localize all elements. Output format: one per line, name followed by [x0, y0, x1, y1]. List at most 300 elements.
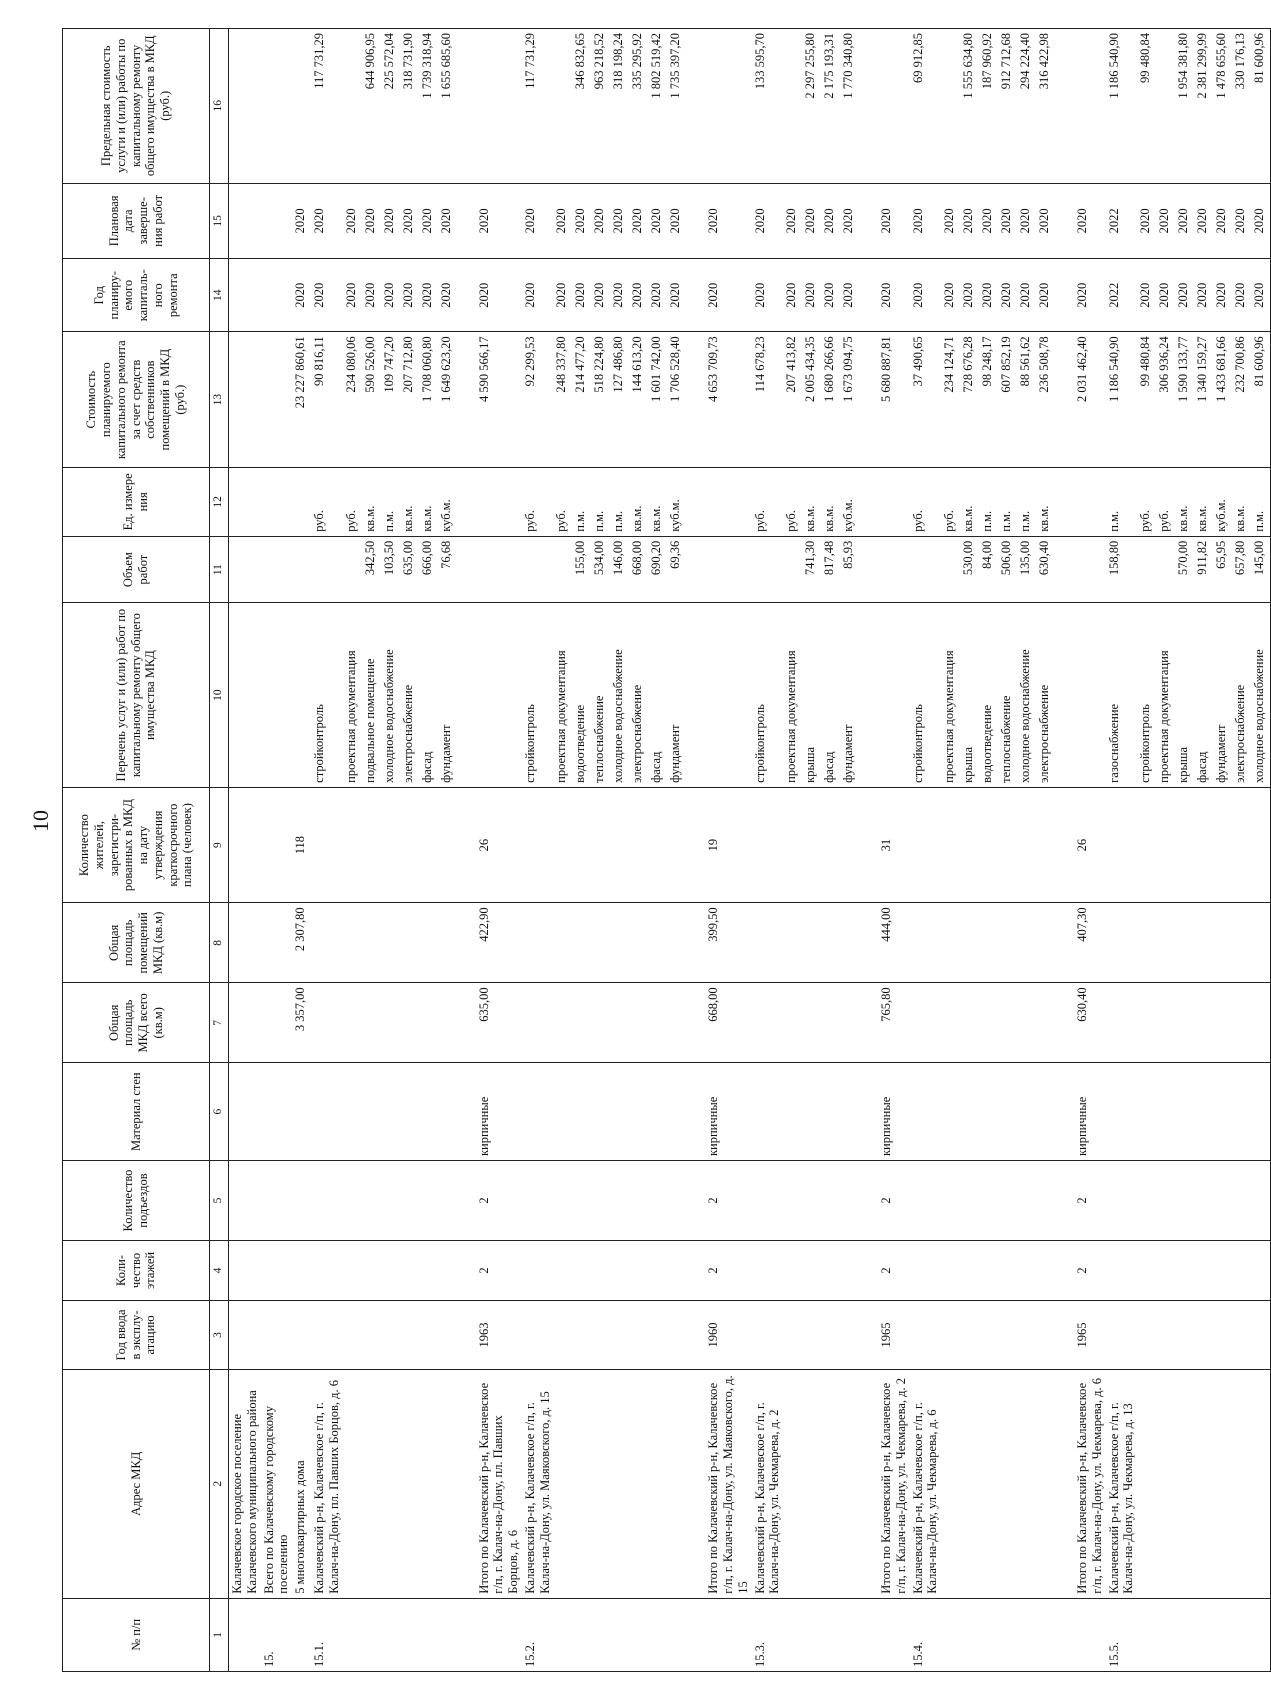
- cell-col-1: [629, 1598, 648, 1671]
- cell-col-5: [840, 1161, 859, 1241]
- cell-col-12: кв.м.: [629, 467, 648, 536]
- table-row: [229, 29, 261, 1672]
- cell-col-9: [610, 787, 629, 903]
- cell-col-1: [553, 1598, 572, 1671]
- cell-col-5: [629, 1161, 648, 1241]
- cell-col-3: [686, 1301, 705, 1370]
- cell-col-4: [1036, 1241, 1055, 1301]
- cell-col-9: [1137, 787, 1156, 903]
- cell-col-1: [821, 1598, 840, 1671]
- cell-col-4: [438, 1241, 457, 1301]
- cell-col-11: 635,00: [400, 536, 419, 603]
- cell-col-9: [979, 787, 998, 903]
- cell-col-8: [1017, 903, 1036, 983]
- cell-col-14: 2022: [1106, 259, 1138, 332]
- cell-col-2: [802, 1369, 821, 1598]
- cell-col-4: [292, 1241, 311, 1301]
- cell-col-1: [229, 1598, 261, 1671]
- cell-col-14: 2020: [878, 259, 910, 332]
- table-row: [261, 29, 293, 1672]
- cell-col-13: 1 680 266,66: [821, 332, 840, 468]
- cell-col-3: [1055, 1301, 1074, 1370]
- cell-col-5: [998, 1161, 1017, 1241]
- cell-col-7: [1194, 983, 1213, 1063]
- cell-col-2: [1194, 1369, 1213, 1598]
- cell-col-14: [457, 259, 476, 332]
- cell-col-12: руб.: [522, 467, 554, 536]
- cell-col-12: [686, 467, 705, 536]
- cell-col-1: 15.: [261, 1598, 293, 1671]
- cell-col-5: [648, 1161, 667, 1241]
- cell-col-7: [1137, 983, 1156, 1063]
- cell-col-9: [1194, 787, 1213, 903]
- cell-col-8: [802, 903, 821, 983]
- cell-col-4: [1055, 1241, 1074, 1301]
- table-row: [572, 29, 591, 1672]
- cell-col-1: [783, 1598, 802, 1671]
- cell-col-9: [311, 787, 343, 903]
- cell-col-16: 117 731,29: [522, 29, 554, 184]
- cell-col-13: 37 490,65: [910, 332, 942, 468]
- cell-col-3: [821, 1301, 840, 1370]
- cell-col-6: [821, 1063, 840, 1161]
- cell-col-13: 234 124,71: [941, 332, 960, 468]
- cell-col-11: 103,50: [381, 536, 400, 603]
- cell-col-9: 19: [705, 787, 751, 903]
- cell-col-12: руб.: [783, 467, 802, 536]
- table-row: [522, 29, 554, 1672]
- cell-col-11: [783, 536, 802, 603]
- table-row: [438, 29, 457, 1672]
- cell-col-3: [960, 1301, 979, 1370]
- cell-col-13: 1 708 060,80: [419, 332, 438, 468]
- cell-col-9: [591, 787, 610, 903]
- column-number-5: 5: [210, 1161, 229, 1241]
- cell-col-11: [229, 536, 261, 603]
- table-row: [686, 29, 705, 1672]
- cell-col-4: [591, 1241, 610, 1301]
- cell-col-3: [438, 1301, 457, 1370]
- cell-col-8: [686, 903, 705, 983]
- cell-col-15: [457, 183, 476, 259]
- cell-col-10: стройконтроль: [752, 603, 784, 787]
- cell-col-13: [1055, 332, 1074, 468]
- cell-col-4: [941, 1241, 960, 1301]
- cell-col-8: [400, 903, 419, 983]
- cell-col-3: [261, 1301, 293, 1370]
- cell-col-1: [1017, 1598, 1036, 1671]
- cell-col-13: 81 600,96: [1251, 332, 1271, 468]
- cell-col-14: 2020: [1156, 259, 1175, 332]
- table-row: [941, 29, 960, 1672]
- cell-col-2: [1175, 1369, 1194, 1598]
- cell-col-8: [522, 903, 554, 983]
- cell-col-16: [783, 29, 802, 184]
- table-row: [591, 29, 610, 1672]
- cell-col-16: [229, 29, 261, 184]
- column-header-12: Ед. измере ния: [63, 467, 210, 536]
- cell-col-10: [878, 603, 910, 787]
- table-row: [419, 29, 438, 1672]
- cell-col-9: 26: [476, 787, 522, 903]
- cell-col-16: 1 655 685,60: [438, 29, 457, 184]
- cell-col-9: [457, 787, 476, 903]
- cell-col-1: [1232, 1598, 1251, 1671]
- cell-col-2: [960, 1369, 979, 1598]
- cell-col-3: [572, 1301, 591, 1370]
- cell-col-6: [591, 1063, 610, 1161]
- cell-col-9: 118: [292, 787, 311, 903]
- cell-col-7: [522, 983, 554, 1063]
- cell-col-8: [419, 903, 438, 983]
- cell-col-5: [610, 1161, 629, 1241]
- cell-col-6: [522, 1063, 554, 1161]
- cell-col-15: 2020: [400, 183, 419, 259]
- cell-col-3: [1036, 1301, 1055, 1370]
- cell-col-15: 2020: [591, 183, 610, 259]
- cell-col-14: 2020: [591, 259, 610, 332]
- cell-col-6: [1175, 1063, 1194, 1161]
- column-number-16: 16: [210, 29, 229, 184]
- cell-col-5: [438, 1161, 457, 1241]
- cell-col-11: [1074, 536, 1106, 603]
- cell-col-10: холодное водоснабжение: [1251, 603, 1271, 787]
- cell-col-4: [1017, 1241, 1036, 1301]
- cell-col-16: [705, 29, 751, 184]
- cell-col-6: [859, 1063, 878, 1161]
- cell-col-11: [859, 536, 878, 603]
- cell-col-3: [667, 1301, 686, 1370]
- cell-col-11: 84,00: [979, 536, 998, 603]
- cell-col-5: [1055, 1161, 1074, 1241]
- cell-col-8: [553, 903, 572, 983]
- cell-col-1: [648, 1598, 667, 1671]
- cell-col-5: [553, 1161, 572, 1241]
- cell-col-10: стройконтроль: [522, 603, 554, 787]
- table-row: [783, 29, 802, 1672]
- table-row: [752, 29, 784, 1672]
- cell-col-15: 2020: [878, 183, 910, 259]
- cell-col-10: [686, 603, 705, 787]
- cell-col-8: [1251, 903, 1271, 983]
- cell-col-13: [261, 332, 293, 468]
- cell-col-16: 1 735 397,20: [667, 29, 686, 184]
- cell-col-7: [553, 983, 572, 1063]
- column-number-7: 7: [210, 983, 229, 1063]
- cell-col-1: [705, 1598, 751, 1671]
- cell-col-8: [840, 903, 859, 983]
- cell-col-14: 2020: [1137, 259, 1156, 332]
- cell-col-13: 114 678,23: [752, 332, 784, 468]
- cell-col-10: [1074, 603, 1106, 787]
- cell-col-2: [457, 1369, 476, 1598]
- cell-col-10: фасад: [821, 603, 840, 787]
- cell-col-6: [979, 1063, 998, 1161]
- cell-col-1: [381, 1598, 400, 1671]
- cell-col-16: 1 739 318,94: [419, 29, 438, 184]
- cell-col-5: [1156, 1161, 1175, 1241]
- cell-col-12: куб.м.: [840, 467, 859, 536]
- cell-col-11: [1055, 536, 1074, 603]
- cell-col-2: [941, 1369, 960, 1598]
- cell-col-2: Калачевский р-н, Калачевское г/п, г. Калач-на-Дону, ул. Чекмарева, д. 6: [910, 1369, 942, 1598]
- cell-col-11: 657,80: [1232, 536, 1251, 603]
- cell-col-11: 530,00: [960, 536, 979, 603]
- cell-col-9: [1213, 787, 1232, 903]
- cell-col-2: Калачевский р-н, Калачевское г/п, г. Калач-на-Дону, пл. Павших Борцов, д. 6: [311, 1369, 343, 1598]
- cell-col-1: [1213, 1598, 1232, 1671]
- cell-col-1: [802, 1598, 821, 1671]
- cell-col-4: [752, 1241, 784, 1301]
- cell-col-13: 23 227 860,61: [292, 332, 311, 468]
- cell-col-2: [686, 1369, 705, 1598]
- column-number-11: 11: [210, 536, 229, 603]
- cell-col-5: 2: [1074, 1161, 1106, 1241]
- cell-col-4: [311, 1241, 343, 1301]
- table-row: [802, 29, 821, 1672]
- table-row: [476, 29, 522, 1672]
- cell-col-11: 145,00: [1251, 536, 1271, 603]
- cell-col-12: п.м.: [998, 467, 1017, 536]
- cell-col-15: 2020: [438, 183, 457, 259]
- table-row: [553, 29, 572, 1672]
- cell-col-11: [292, 536, 311, 603]
- cell-col-4: [667, 1241, 686, 1301]
- cell-col-1: [1194, 1598, 1213, 1671]
- column-header-3: Год ввода в эксплу-атацию: [63, 1301, 210, 1370]
- cell-col-14: 2020: [311, 259, 343, 332]
- cell-col-10: [261, 603, 293, 787]
- cell-col-2: [610, 1369, 629, 1598]
- cell-col-3: [1232, 1301, 1251, 1370]
- cell-col-7: [591, 983, 610, 1063]
- cell-col-2: [629, 1369, 648, 1598]
- cell-col-12: руб.: [941, 467, 960, 536]
- cell-col-12: [476, 467, 522, 536]
- column-number-15: 15: [210, 183, 229, 259]
- cell-col-13: 234 080,06: [343, 332, 362, 468]
- cell-col-5: [1106, 1161, 1138, 1241]
- cell-col-14: 2020: [648, 259, 667, 332]
- cell-col-6: [1137, 1063, 1156, 1161]
- table-row: [381, 29, 400, 1672]
- cell-col-13: 1 601 742,00: [648, 332, 667, 468]
- cell-col-14: 2020: [343, 259, 362, 332]
- cell-col-5: [783, 1161, 802, 1241]
- cell-col-1: 15.2.: [522, 1598, 554, 1671]
- cell-col-15: 2020: [1232, 183, 1251, 259]
- cell-col-13: [229, 332, 261, 468]
- cell-col-3: [311, 1301, 343, 1370]
- cell-col-12: п.м.: [610, 467, 629, 536]
- cell-col-4: [553, 1241, 572, 1301]
- cell-col-12: кв.м.: [821, 467, 840, 536]
- cell-col-1: [400, 1598, 419, 1671]
- cell-col-10: стройконтроль: [311, 603, 343, 787]
- cell-col-11: [705, 536, 751, 603]
- cell-col-12: руб.: [1137, 467, 1156, 536]
- cell-col-5: [752, 1161, 784, 1241]
- cell-col-1: [686, 1598, 705, 1671]
- cell-col-14: 2020: [438, 259, 457, 332]
- cell-col-5: [910, 1161, 942, 1241]
- cell-col-13: 90 816,11: [311, 332, 343, 468]
- cell-col-1: [960, 1598, 979, 1671]
- cell-col-7: [752, 983, 784, 1063]
- cell-col-6: [343, 1063, 362, 1161]
- table-row: [648, 29, 667, 1672]
- cell-col-10: фундамент: [840, 603, 859, 787]
- table-row: [1055, 29, 1074, 1672]
- column-header-7: Общая площадь МКД всего (кв.м): [63, 983, 210, 1063]
- column-header-10: Перечень услуг и (или) работ по капитальному ремонту общего имущества МКД: [63, 603, 210, 787]
- cell-col-4: [522, 1241, 554, 1301]
- cell-col-13: 2 005 434,35: [802, 332, 821, 468]
- cell-col-6: [783, 1063, 802, 1161]
- cell-col-2: [1137, 1369, 1156, 1598]
- cell-col-12: [705, 467, 751, 536]
- table-row: [1036, 29, 1055, 1672]
- cell-col-7: [572, 983, 591, 1063]
- cell-col-8: [1036, 903, 1055, 983]
- cell-col-4: [802, 1241, 821, 1301]
- cell-col-7: [261, 983, 293, 1063]
- cell-col-16: 2 175 193,31: [821, 29, 840, 184]
- cell-col-4: 2: [476, 1241, 522, 1301]
- cell-col-16: 335 295,92: [629, 29, 648, 184]
- cell-col-7: [941, 983, 960, 1063]
- cell-col-5: [591, 1161, 610, 1241]
- cell-col-1: [1251, 1598, 1271, 1671]
- cell-col-6: [910, 1063, 942, 1161]
- cell-col-4: [1106, 1241, 1138, 1301]
- table-row: [1017, 29, 1036, 1672]
- cell-col-9: [381, 787, 400, 903]
- cell-col-1: [859, 1598, 878, 1671]
- cell-col-13: 232 700,86: [1232, 332, 1251, 468]
- cell-col-4: [1251, 1241, 1271, 1301]
- cell-col-11: 158,80: [1106, 536, 1138, 603]
- cell-col-7: [381, 983, 400, 1063]
- cell-col-12: кв.м.: [648, 467, 667, 536]
- cell-col-10: проектная документация: [343, 603, 362, 787]
- cell-col-10: электроснабжение: [400, 603, 419, 787]
- cell-col-5: [292, 1161, 311, 1241]
- column-header-2: Адрес МКД: [63, 1369, 210, 1598]
- cell-col-6: [1251, 1063, 1271, 1161]
- cell-col-15: 2020: [362, 183, 381, 259]
- cell-col-8: [610, 903, 629, 983]
- cell-col-11: 690,20: [648, 536, 667, 603]
- cell-col-14: [261, 259, 293, 332]
- column-number-6: 6: [210, 1063, 229, 1161]
- cell-col-5: 2: [705, 1161, 751, 1241]
- cell-col-14: 2020: [910, 259, 942, 332]
- cell-col-8: 444,00: [878, 903, 910, 983]
- cell-col-10: электроснабжение: [629, 603, 648, 787]
- cell-col-16: 133 595,70: [752, 29, 784, 184]
- cell-col-4: [1137, 1241, 1156, 1301]
- cell-col-2: Итого по Калачевский р-н, Калачевское г/п, г. Калач-на-Дону, пл. Павших Борцов, д. 6: [476, 1369, 522, 1598]
- cell-col-14: 2020: [476, 259, 522, 332]
- table-row: [998, 29, 1017, 1672]
- cell-col-15: 2020: [1175, 183, 1194, 259]
- cell-col-5: [1036, 1161, 1055, 1241]
- cell-col-9: [362, 787, 381, 903]
- column-header-4: Коли-чество этажей: [63, 1241, 210, 1301]
- cell-col-7: 630,40: [1074, 983, 1106, 1063]
- cell-col-3: [629, 1301, 648, 1370]
- cell-col-6: [381, 1063, 400, 1161]
- cell-col-16: [878, 29, 910, 184]
- cell-col-7: [998, 983, 1017, 1063]
- column-header-6: Материал стен: [63, 1063, 210, 1161]
- cell-col-7: [362, 983, 381, 1063]
- cell-col-8: [572, 903, 591, 983]
- cell-col-11: [522, 536, 554, 603]
- cell-col-16: [686, 29, 705, 184]
- cell-col-13: 98 248,17: [979, 332, 998, 468]
- cell-col-2: [979, 1369, 998, 1598]
- cell-col-10: проектная документация: [553, 603, 572, 787]
- cell-col-3: 1965: [1074, 1301, 1106, 1370]
- cell-col-7: [859, 983, 878, 1063]
- cell-col-10: фасад: [648, 603, 667, 787]
- cell-col-11: 666,00: [419, 536, 438, 603]
- cell-col-16: 81 600,96: [1251, 29, 1271, 184]
- cell-col-16: [859, 29, 878, 184]
- cell-col-2: [419, 1369, 438, 1598]
- cell-col-7: [457, 983, 476, 1063]
- cell-col-15: 2020: [1017, 183, 1036, 259]
- cell-col-1: [610, 1598, 629, 1671]
- cell-col-5: [381, 1161, 400, 1241]
- cell-col-2: [783, 1369, 802, 1598]
- cell-col-11: [1137, 536, 1156, 603]
- cell-col-5: [362, 1161, 381, 1241]
- cell-col-11: [941, 536, 960, 603]
- cell-col-3: [343, 1301, 362, 1370]
- cell-col-1: [979, 1598, 998, 1671]
- cell-col-3: [610, 1301, 629, 1370]
- cell-col-5: [1213, 1161, 1232, 1241]
- cell-col-12: куб.м.: [667, 467, 686, 536]
- cell-col-15: 2020: [1137, 183, 1156, 259]
- cell-col-2: [381, 1369, 400, 1598]
- cell-col-10: холодное водоснабжение: [1017, 603, 1036, 787]
- cell-col-2: [572, 1369, 591, 1598]
- cell-col-4: [840, 1241, 859, 1301]
- cell-col-14: 2020: [400, 259, 419, 332]
- table-row: [667, 29, 686, 1672]
- cell-col-15: 2020: [610, 183, 629, 259]
- cell-col-2: [1156, 1369, 1175, 1598]
- cell-col-15: 2020: [1074, 183, 1106, 259]
- cell-col-8: [438, 903, 457, 983]
- cell-col-12: [1074, 467, 1106, 536]
- cell-col-12: куб.м.: [1213, 467, 1232, 536]
- cell-col-15: 2020: [960, 183, 979, 259]
- cell-col-2: [400, 1369, 419, 1598]
- column-number-3: 3: [210, 1301, 229, 1370]
- cell-col-8: [859, 903, 878, 983]
- cell-col-9: [859, 787, 878, 903]
- cell-col-9: [400, 787, 419, 903]
- cell-col-8: [1194, 903, 1213, 983]
- cell-col-15: 2020: [343, 183, 362, 259]
- cell-col-16: 1 478 655,60: [1213, 29, 1232, 184]
- cell-col-1: 15.5.: [1106, 1598, 1138, 1671]
